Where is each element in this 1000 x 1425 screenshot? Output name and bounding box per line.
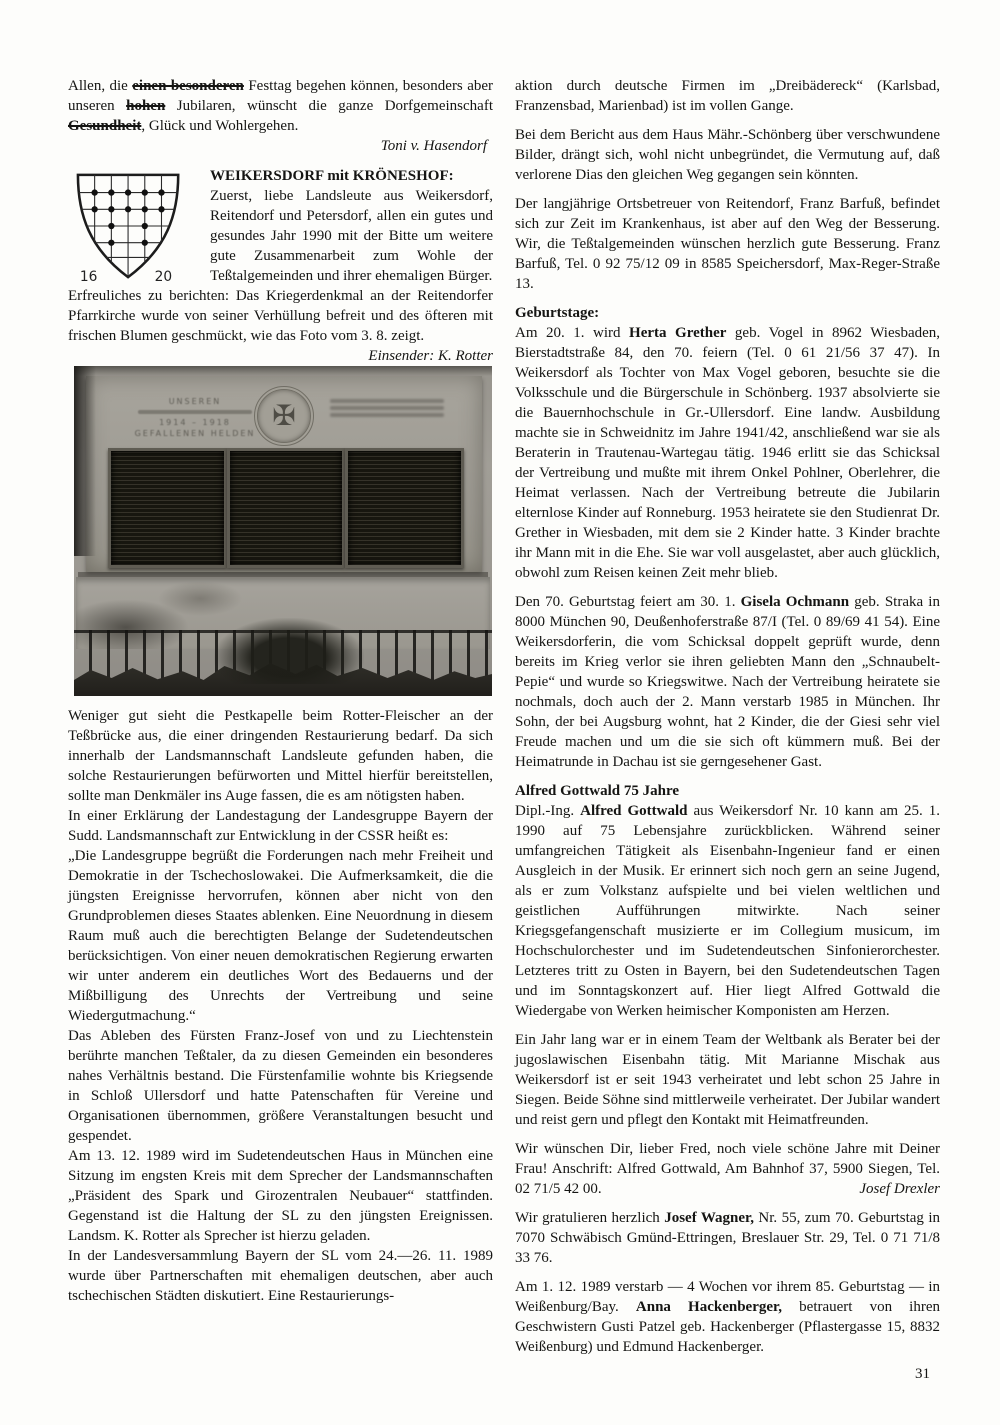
bericht-paragraph: Bei dem Bericht aus dem Haus Mähr.-Schönberg über verschwundene Bilder, drängt sich, wohl nicht unbegründet, die Vermutung auf, daß verlorene Dias den gleichen Weg gegangen sein könnten. xyxy=(515,127,940,183)
jubilee-name: Gisela Ochmann xyxy=(740,594,850,610)
grether-paragraph xyxy=(515,323,940,583)
pestkapelle-paragraph: Weniger gut sieht die Pestkapelle beim Rotter-Fleischer an der Teßbrücke aus, die einer dringenden Restaurierung bedarf. Da sich innerhalb der Landsmannschaft Landsleute gefunden haben, die solche Restaurierungen befürworten und Mittel hierfür bereitstellen, sollte man Denkmäler ins Auge fassen, die es am nötigsten haben. xyxy=(68,708,493,804)
sender-credit: Einsender: K. Rotter xyxy=(368,348,493,364)
memorial-wall xyxy=(86,376,482,572)
jubilee-name: Herta Grether xyxy=(629,325,727,341)
kriegerdenkmal-photo xyxy=(74,366,492,696)
hackenberger-paragraph xyxy=(515,1277,940,1357)
inscription-line: 1914 – 1918 xyxy=(159,418,231,427)
text: Am 1. 12. 1989 verstarb — 4 Wochen vor ihrem 85. Geburtstag — in Weißenburg/Bay. xyxy=(515,1279,940,1315)
weikersdorf-coat-of-arms-icon xyxy=(68,168,196,284)
text: Wir wünschen Dir, lieber Fred, noch viele schöne Jahre mit Deiner Frau! Anschrift: Alfred Gottwald, Am Bahnhof 37, 5900 Siegen, Tel. 02 71/5 42 00. xyxy=(515,1141,940,1197)
erklaerung-paragraph: In einer Erklärung der Landestagung der Landesgruppe Bayern der Sudd. Landsmannschaft zur Entwicklung in der CSSR heißt es: xyxy=(68,808,493,844)
geburtstage-heading: Geburtstage: xyxy=(515,305,600,321)
center-bush xyxy=(214,618,364,684)
iron-cross-emblem-icon xyxy=(254,386,314,446)
illegible-line xyxy=(330,399,444,403)
weikersdorf-news xyxy=(68,286,493,364)
sitzung-paragraph: Am 13. 12. 1989 wird im Sudetendeutschen Haus in München eine Sitzung im engsten Kreis mit dem Sprecher der Landsmannschaften „Präsident des Spark und Girozentralen Neubauer“ stattfinden. Gegenstand ist die Haltung der SL zu den jüngsten Ereignissen. Landsm. K. Rotter als Sprecher ist hierzu geladen. xyxy=(68,1148,493,1244)
signature-josef-drexler: Josef Drexler xyxy=(859,1181,940,1197)
jubilee-name: Josef Wagner, xyxy=(664,1210,755,1226)
barfuss-paragraph: Der langjährige Ortsbetreuer von Reitendorf, Franz Barfuß, befindet sich zur Zeit im Krankenhaus, ist aber auf den Weg der Besserung. Wir, die Teßtalgemeinden wünschen herzlich gute Besserung. Franz Barfuß, Tel. 0 92 75/12 09 in 8585 Speichersdorf, Max-Reger-Straße 13. xyxy=(515,196,940,292)
text: Wir gratulieren herzlich xyxy=(515,1210,665,1226)
text: Dipl.-Ing. xyxy=(515,803,581,819)
text: geb. Straka in 8000 München 90, Deußenhoferstraße 87/I (Tel. 0 89/69 41 54). Eine Weikersdorferin, die vom Schicksal doppelt geprüft wurde, denn bereits im Krieg verlor sie ihren geliebten Mann den „Schnaubelt-Pepie“ und wurde so Kriegswitwe. Nach der Vertreibung heiratete sie nochmals, doch auch der 2. Mann verstarb 1985 in München. Ihr Sohn, der bei Augsburg wohnt, hat 2 Kinder, die der Giesi sehr viel Freude machen und um die sie sich oft kümmern muß. Bei der Heimatrunde in Dachau ist sie gerngesehener Gast. xyxy=(515,594,940,770)
text: aus Weikersdorf Nr. 10 kann am 25. 1. 1990 auf 75 Lebensjahre zurückblicken. Während seiner umfangreichen Tätigkeit als Eisenbahn-Ingenieur fand er einen Ausgleich in der Musik. Er erinnert sich noch gern an seine Jugend, als er zum Volkstanz aufspielte und bei vielen weltlichen und geistlichen Aufführungen mitwirkte. Nach seiner Kriegsgefangenschaft musizierte er im Collegium musicum, im Hochschulorchester und im Sudetendeutschen Sinfonierorchester. Letzteres tritt zu Osten in Bayern, bei den Sudetendeutschen Tagen und im Sonntagskonzert auf. Hier liegt Alfred Gottwald die Wiedergabe von Werken heimischer Komponisten am Herzen. xyxy=(515,803,940,1019)
deceased-name: Anna Hackenberger, xyxy=(635,1299,783,1315)
intro-paragraph xyxy=(68,76,493,136)
landesversammlung-paragraph: In der Landesversammlung Bayern der SL vom 24.—26. 11. 1989 wurde über Partnerschaften mit ehemaligen deutschen, aber auch tschechischen Städten diskutiert. Eine Restaurierungs- xyxy=(68,1248,493,1304)
illegible-line xyxy=(330,406,444,410)
weikersdorf-heading: WEIKERSDORF mit KRÖNESHOF: xyxy=(210,168,454,184)
illegible-line xyxy=(138,410,252,414)
weikersdorf-section xyxy=(68,166,493,364)
wishes-paragraph xyxy=(515,1139,940,1199)
text: Nr. 55, zum 70. Geburtstag in 7070 Schwäbisch Gmünd-Ettringen, Breslauer Str. 29, Tel. 0 71 71/8 33 76. xyxy=(515,1210,940,1266)
illegible-line xyxy=(330,413,444,417)
plaque-center xyxy=(227,448,346,568)
ochmann-paragraph xyxy=(515,592,940,772)
struck-text: Gesundheit xyxy=(68,118,142,134)
wagner-paragraph xyxy=(515,1208,940,1268)
plaque-right xyxy=(345,448,464,568)
gottwald-heading: Alfred Gottwald 75 Jahre xyxy=(515,783,680,799)
left-column xyxy=(68,76,493,1366)
text: Am 20. 1. wird xyxy=(515,325,630,341)
page-number: 31 xyxy=(915,1366,930,1382)
inscription-line: GEFALLENEN HELDEN xyxy=(134,429,256,438)
intro-text: Jubilaren, wünscht die ganze Dorfgemeinschaft xyxy=(165,98,493,114)
intro-text: Festtag begehen können, besonders aber unseren xyxy=(68,78,494,114)
weikersdorf-body: Zuerst, liebe Landsleute aus Weikersdorf, Reitendorf und Petersdorf, allen ein gutes und gesundes Jahr 1990 mit der Bitte um weitere gute Zusammenarbeit zum Wohle der Teßtalgemeinden und ihrer ehemaligen Bürger. xyxy=(210,188,493,284)
news-text: Erfreuliches zu berichten: Das Kriegerdenkmal an der Reitendorfer Pfarrkirche wurde von seiner Verhüllung befreit und des öfteren mit frischen Blumen geschmückt, wie das Foto vom 3. 8. zeigt. xyxy=(68,288,493,344)
iron-cross-glyph: ✠ xyxy=(272,399,296,432)
shield-year-right: 20 xyxy=(154,269,173,284)
liechtenstein-paragraph: Das Ableben des Fürsten Franz-Josef von und zu Liechtenstein berührte manchen Teßtaler, da zu diesen Gemeinden ein besonderes nahes Verhältnis bestand. Die Fürstenfamilie wohnte bis Kriegsende in Schloß Ullersdorf und hatte Patenschaften für Vereine und Organisationen übernommen, größere Veranstaltungen besucht und gespendet. xyxy=(68,1028,493,1144)
photo-shadow-edge xyxy=(74,366,96,556)
landesgruppe-quote: „Die Landesgruppe begrüßt die Forderungen nach mehr Freiheit und Demokratie in der Tschechoslowakei. Die Aufmerksamkeit, die die jüngsten Ereignisse hervorrufen, können aber nicht von den Grundproblemen dieses Staates ablenken. Eine Neuordnung in diesem Raum muß auch die berechtigten Belange der Sudetendeutschen berücksichtigen. Von einer neuen demokratischen Regierung erwarten wir unter anderem ein deutliches Wort des Bedauerns und der Mißbilligung des Unrechts der Vertreibung und seine Wiedergutmachung.“ xyxy=(68,848,493,1024)
memorial-inscription-left xyxy=(120,396,270,439)
jubilee-name: Alfred Gottwald xyxy=(580,803,688,819)
text: Den 70. Geburtstag feiert am 30. 1. xyxy=(515,594,741,610)
memorial-inscription-right xyxy=(312,396,462,420)
weltbank-paragraph: Ein Jahr lang war er in einem Team der Weltbank als Berater bei der jugoslawischen Eisenbahn tätig. Mit Marianne Mischak aus Weikersdorf ist er seit 1943 verheiratet und lebt schon 25 Jahre in Siegen. Beide Söhne sind mittlerweile verheiratet. Der Jubilar wandert und reist gern und pflegt den Kontakt mit Heimatfreunden. xyxy=(515,1032,940,1128)
struck-text: hohen xyxy=(126,98,166,114)
signature-toni-v-hasendorf: Toni v. Hasendorf xyxy=(380,138,487,154)
name-plaques xyxy=(108,448,464,568)
struck-text: einen besonderen xyxy=(132,78,244,94)
inscription-line: UNSEREN xyxy=(168,397,222,406)
intro-text: Allen, die xyxy=(68,78,133,94)
plaque-left xyxy=(108,448,227,568)
aktion-paragraph: aktion durch deutsche Firmen im „Dreibädereck“ (Karlsbad, Franzensbad, Marienbad) ist im vollen Gange. xyxy=(515,78,940,114)
right-column xyxy=(515,76,940,1366)
shield-year-left: 16 xyxy=(79,269,98,284)
photo-shadow-edge xyxy=(74,366,492,376)
intro-text: , Glück und Wohlergehen. xyxy=(141,118,299,134)
gottwald-paragraph xyxy=(515,801,940,1021)
text: geb. Vogel in 8962 Wiesbaden, Bierstadtstraße 84, den 70. feiern (Tel. 0 61 21/56 37 47). In Weikersdorf als Tochter von Max Vogel geboren, besuchte sie die Volksschule und die Bürgerschule in Schönberg. 1937 absolvierte sie die Bauernhochschule in Gr.-Ullersdorf. Eine landw. Ausbildung machte sie in Schweidnitz im Jahre 1941/42, anschließend war sie als Beraterin in Trautenau-Wartegau tätig. 1946 erlitt sie das Schicksal der Vertreibung und mußte mit ihrem Onkel Pohlner, Oberlehrer, die Heimat verlassen. Nach der Vertreibung betreute die Jubilarin elternlose Kinder auf Ronneburg. 1953 heiratete sie den Studienrat Dr. Grether in Wiesbaden, mit dem sie 2 Kinder hatte. 3 Kinder brachte ihr Mann mit in die Ehe. Sie war voll ausgelastet, aber auch glücklich, obwohl zum Reisen keinen Zeit mehr blieb. xyxy=(515,325,941,581)
text: betrauert von ihren Geschwistern Gusti Patzel geb. Hackenberger (Pflastergasse 15, 8832 Weißenburg) und Edmund Hackenberger. xyxy=(515,1299,941,1355)
